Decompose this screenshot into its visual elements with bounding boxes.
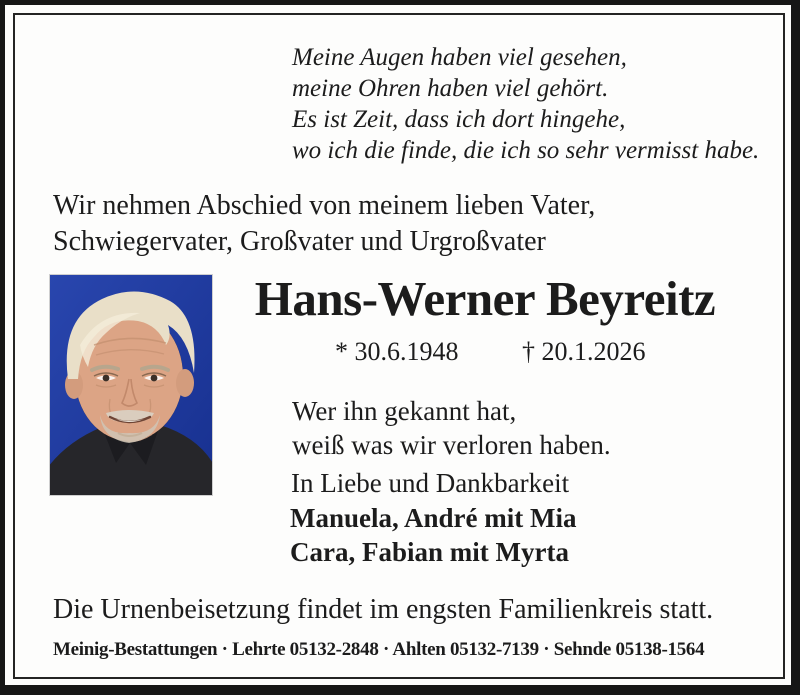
- farewell-lead: In Liebe und Dankbarkeit: [291, 468, 570, 498]
- death-date: † 20.1.2026: [522, 337, 646, 366]
- portrait-photo-illustration: [50, 275, 212, 495]
- condolence-line: weiß was wir verloren haben.: [292, 430, 611, 460]
- poem-line: meine Ohren haben viel gehört.: [292, 75, 609, 102]
- condolence-text: [292, 394, 611, 462]
- portrait-photo: [50, 275, 212, 495]
- birth-date: * 30.6.1948: [335, 337, 459, 366]
- poem-line: wo ich die finde, die ich so sehr vermisst habe.: [292, 137, 760, 164]
- memorial-poem: [292, 42, 759, 166]
- farewell-intro: [53, 188, 595, 260]
- family-line: Cara, Fabian mit Myrta: [290, 537, 569, 567]
- funeral-note: Die Urnenbeisetzung findet im engsten Familienkreis statt.: [53, 594, 714, 625]
- family-line: Manuela, André mit Mia: [290, 503, 577, 533]
- family-names: [290, 501, 576, 569]
- intro-line: Wir nehmen Abschied von meinem lieben Vater,: [53, 190, 596, 221]
- funeral-home-footer: Meinig-Bestattungen · Lehrte 05132-2848 · Ahlten 05132-7139 · Sehnde 05138-1564: [53, 639, 705, 660]
- deceased-name: Hans-Werner Beyreitz: [254, 271, 716, 326]
- intro-line: Schwiegervater, Großvater und Urgroßvater: [53, 226, 546, 257]
- poem-line: Meine Augen haben viel gesehen,: [292, 44, 627, 71]
- poem-line: Es ist Zeit, dass ich dort hingehe,: [292, 106, 626, 133]
- condolence-line: Wer ihn gekannt hat,: [292, 396, 517, 426]
- obituary-paper: [5, 5, 791, 685]
